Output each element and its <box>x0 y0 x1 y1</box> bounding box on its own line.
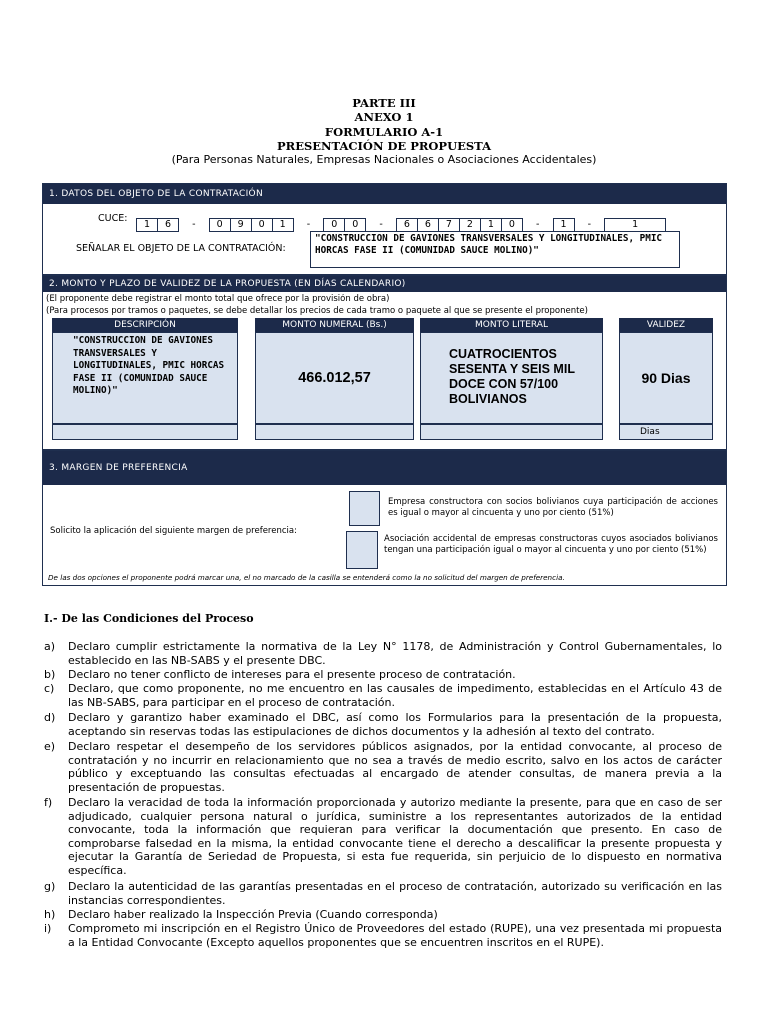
descripcion-total-cell <box>52 424 238 440</box>
cuce-group-6: 1 <box>604 218 666 232</box>
header-line-parte: PARTE III <box>352 96 416 110</box>
condition-item-f: f) Declaro la veracidad de toda la información proporcionada y autorizo mediante la presente, para que en caso de ser adjudicado, cualquier persona natural o jurídica, suministre a los representantes autorizados de la entidad convocante, toda la información que requieran para verificar la documentación que presento. En caso de comprobarse falsedad en la misma, la entidad convocante tiene el derecho a descalificar la presente propuesta y ejecutar la Garantía de Seriedad de Propuesta, si esta fue requerida, sin perjuicio de lo dispuesto en normativa específica. <box>44 796 722 877</box>
cuce-group-3: 0 0 <box>323 218 366 232</box>
condition-item-h: h) Declaro haber realizado la Inspección Previa (Cuando corresponda) <box>44 908 438 921</box>
cuce-label: CUCE: <box>98 213 128 224</box>
section-margen-title: 3. MARGEN DE PREFERENCIA <box>43 451 726 485</box>
monto-note-1: (El proponente debe registrar el monto total que ofrece por la provisión de obra) <box>46 294 390 304</box>
margen-option-1-checkbox[interactable] <box>349 491 380 526</box>
objeto-label: SEÑALAR EL OBJETO DE LA CONTRATACIÓN: <box>76 243 286 254</box>
cuce-group-5: 1 <box>553 218 575 232</box>
condition-item-b: b) Declaro no tener conflicto de intereses para el presente proceso de contratación. <box>44 668 516 681</box>
margen-option-2-checkbox[interactable] <box>346 531 378 569</box>
validez-unit: Dias <box>619 424 713 440</box>
condition-item-d: d) Declaro y garantizo haber examinado el DBC, así como los Formularios para la presentación de la propuesta, aceptando sin reservas todas las estipulaciones de dichos documentos y la adhesión al texto del contrato. <box>44 711 722 738</box>
margen-option-2-text: Asociación accidental de empresas constructoras cuyos asociados bolivianos tengan una participación igual o mayor al cincuenta y uno por ciento (51%) <box>384 534 718 555</box>
objeto-value: "CONSTRUCCION DE GAVIONES TRANSVERSALES Y LONGITUDINALES, PMIC HORCAS FASE II (COMUNIDAD SAUCE MOLINO)" <box>315 233 663 256</box>
cuce-group-2: 0 9 0 1 <box>209 218 294 232</box>
validez-value: 90 Dias <box>641 370 691 386</box>
monto-numeral-value: 466.012,57 <box>298 370 371 386</box>
cuce-field: 1 6 - 0 9 0 1 - 0 0 - 6 6 7 2 1 0 - 1 - 1 <box>136 212 666 232</box>
condition-item-g: g) Declaro la autenticidad de las garantías presentadas en el proceso de contratación, autorizado su verificación en las instancias correspondientes. <box>44 880 722 907</box>
col-header-monto-numeral: MONTO NUMERAL (Bs.) <box>255 318 414 332</box>
col-header-monto-literal: MONTO LITERAL <box>420 318 603 332</box>
monto-numeral-cell <box>255 332 414 424</box>
page-subtitle: (Para Personas Naturales, Empresas Nacionales o Asociaciones Accidentales) <box>171 153 597 166</box>
monto-literal-total-cell <box>420 424 603 440</box>
page-title: PRESENTACIÓN DE PROPUESTA <box>276 139 492 153</box>
conditions-title: I.- De las Condiciones del Proceso <box>44 612 254 625</box>
objeto-field <box>310 231 680 268</box>
monto-literal-cell <box>420 332 603 424</box>
margen-option-1-text: Empresa constructora con socios bolivianos cuya participación de acciones es igual o mayor al cincuenta y uno por ciento (51%) <box>388 497 718 518</box>
monto-literal-value: CUATROCIENTOS SESENTA Y SEIS MIL DOCE CON 57/100 BOLIVIANOS <box>449 347 575 406</box>
condition-item-a: a) Declaro cumplir estrictamente la normativa de la Ley N° 1178, de Administración y Control Gubernamentales, lo establecido en las NB-SABS y el presente DBC. <box>44 640 722 667</box>
condition-item-i: i) Comprometo mi inscripción en el Registro Único de Proveedores del estado (RUPE), una vez presentada mi propuesta a la Entidad Convocante (Excepto aquellos proponentes que se encuentren inscritos en el RUPE). <box>44 922 722 949</box>
col-header-validez: VALIDEZ <box>619 318 713 332</box>
col-header-descripcion: DESCRIPCIÓN <box>52 318 238 332</box>
section-monto-title: 2. MONTO Y PLAZO DE VALIDEZ DE LA PROPUESTA (EN DÍAS CALENDARIO) <box>43 276 726 292</box>
cuce-group-1: 1 6 <box>136 218 179 232</box>
cuce-group-4: 6 6 7 2 1 0 <box>396 218 523 232</box>
margen-solicito: Solicito la aplicación del siguiente margen de preferencia: <box>50 526 297 536</box>
descripcion-cell <box>52 332 238 424</box>
section-objeto-title: 1. DATOS DEL OBJETO DE LA CONTRATACIÓN <box>43 184 726 204</box>
monto-note-2: (Para procesos por tramos o paquetes, se debe detallar los precios de cada tramo o paquete al que se presente el proponente) <box>46 306 588 316</box>
validez-cell <box>619 332 713 424</box>
condition-item-c: c) Declaro, que como proponente, no me encuentro en las causales de impedimento, establecidas en el Artículo 43 de las NB-SABS, para participar en el proceso de contratación. <box>44 682 722 709</box>
header-line-formulario: FORMULARIO A-1 <box>324 125 444 139</box>
header-line-anexo: ANEXO 1 <box>354 110 414 124</box>
margen-footnote: De las dos opciones el proponente podrá marcar una, el no marcado de la casilla se entenderá como la no solicitud del margen de preferencia. <box>48 573 565 582</box>
descripcion-value: "CONSTRUCCION DE GAVIONES TRANSVERSALES Y LONGITUDINALES, PMIC HORCAS FASE II (COMUNIDAD SAUCE MOLINO)" <box>73 335 225 396</box>
condition-item-e: e) Declaro respetar el desempeño de los servidores públicos asignados, por la entidad convocante, al proceso de contratación y no incurrir en relacionamiento que no sea a través de medio escrito, salvo en los actos de carácter público y exceptuando las consultas efectuadas al encargado de atender consultas, de manera previa a la presentación de propuestas. <box>44 740 722 794</box>
monto-numeral-total-cell <box>255 424 414 440</box>
